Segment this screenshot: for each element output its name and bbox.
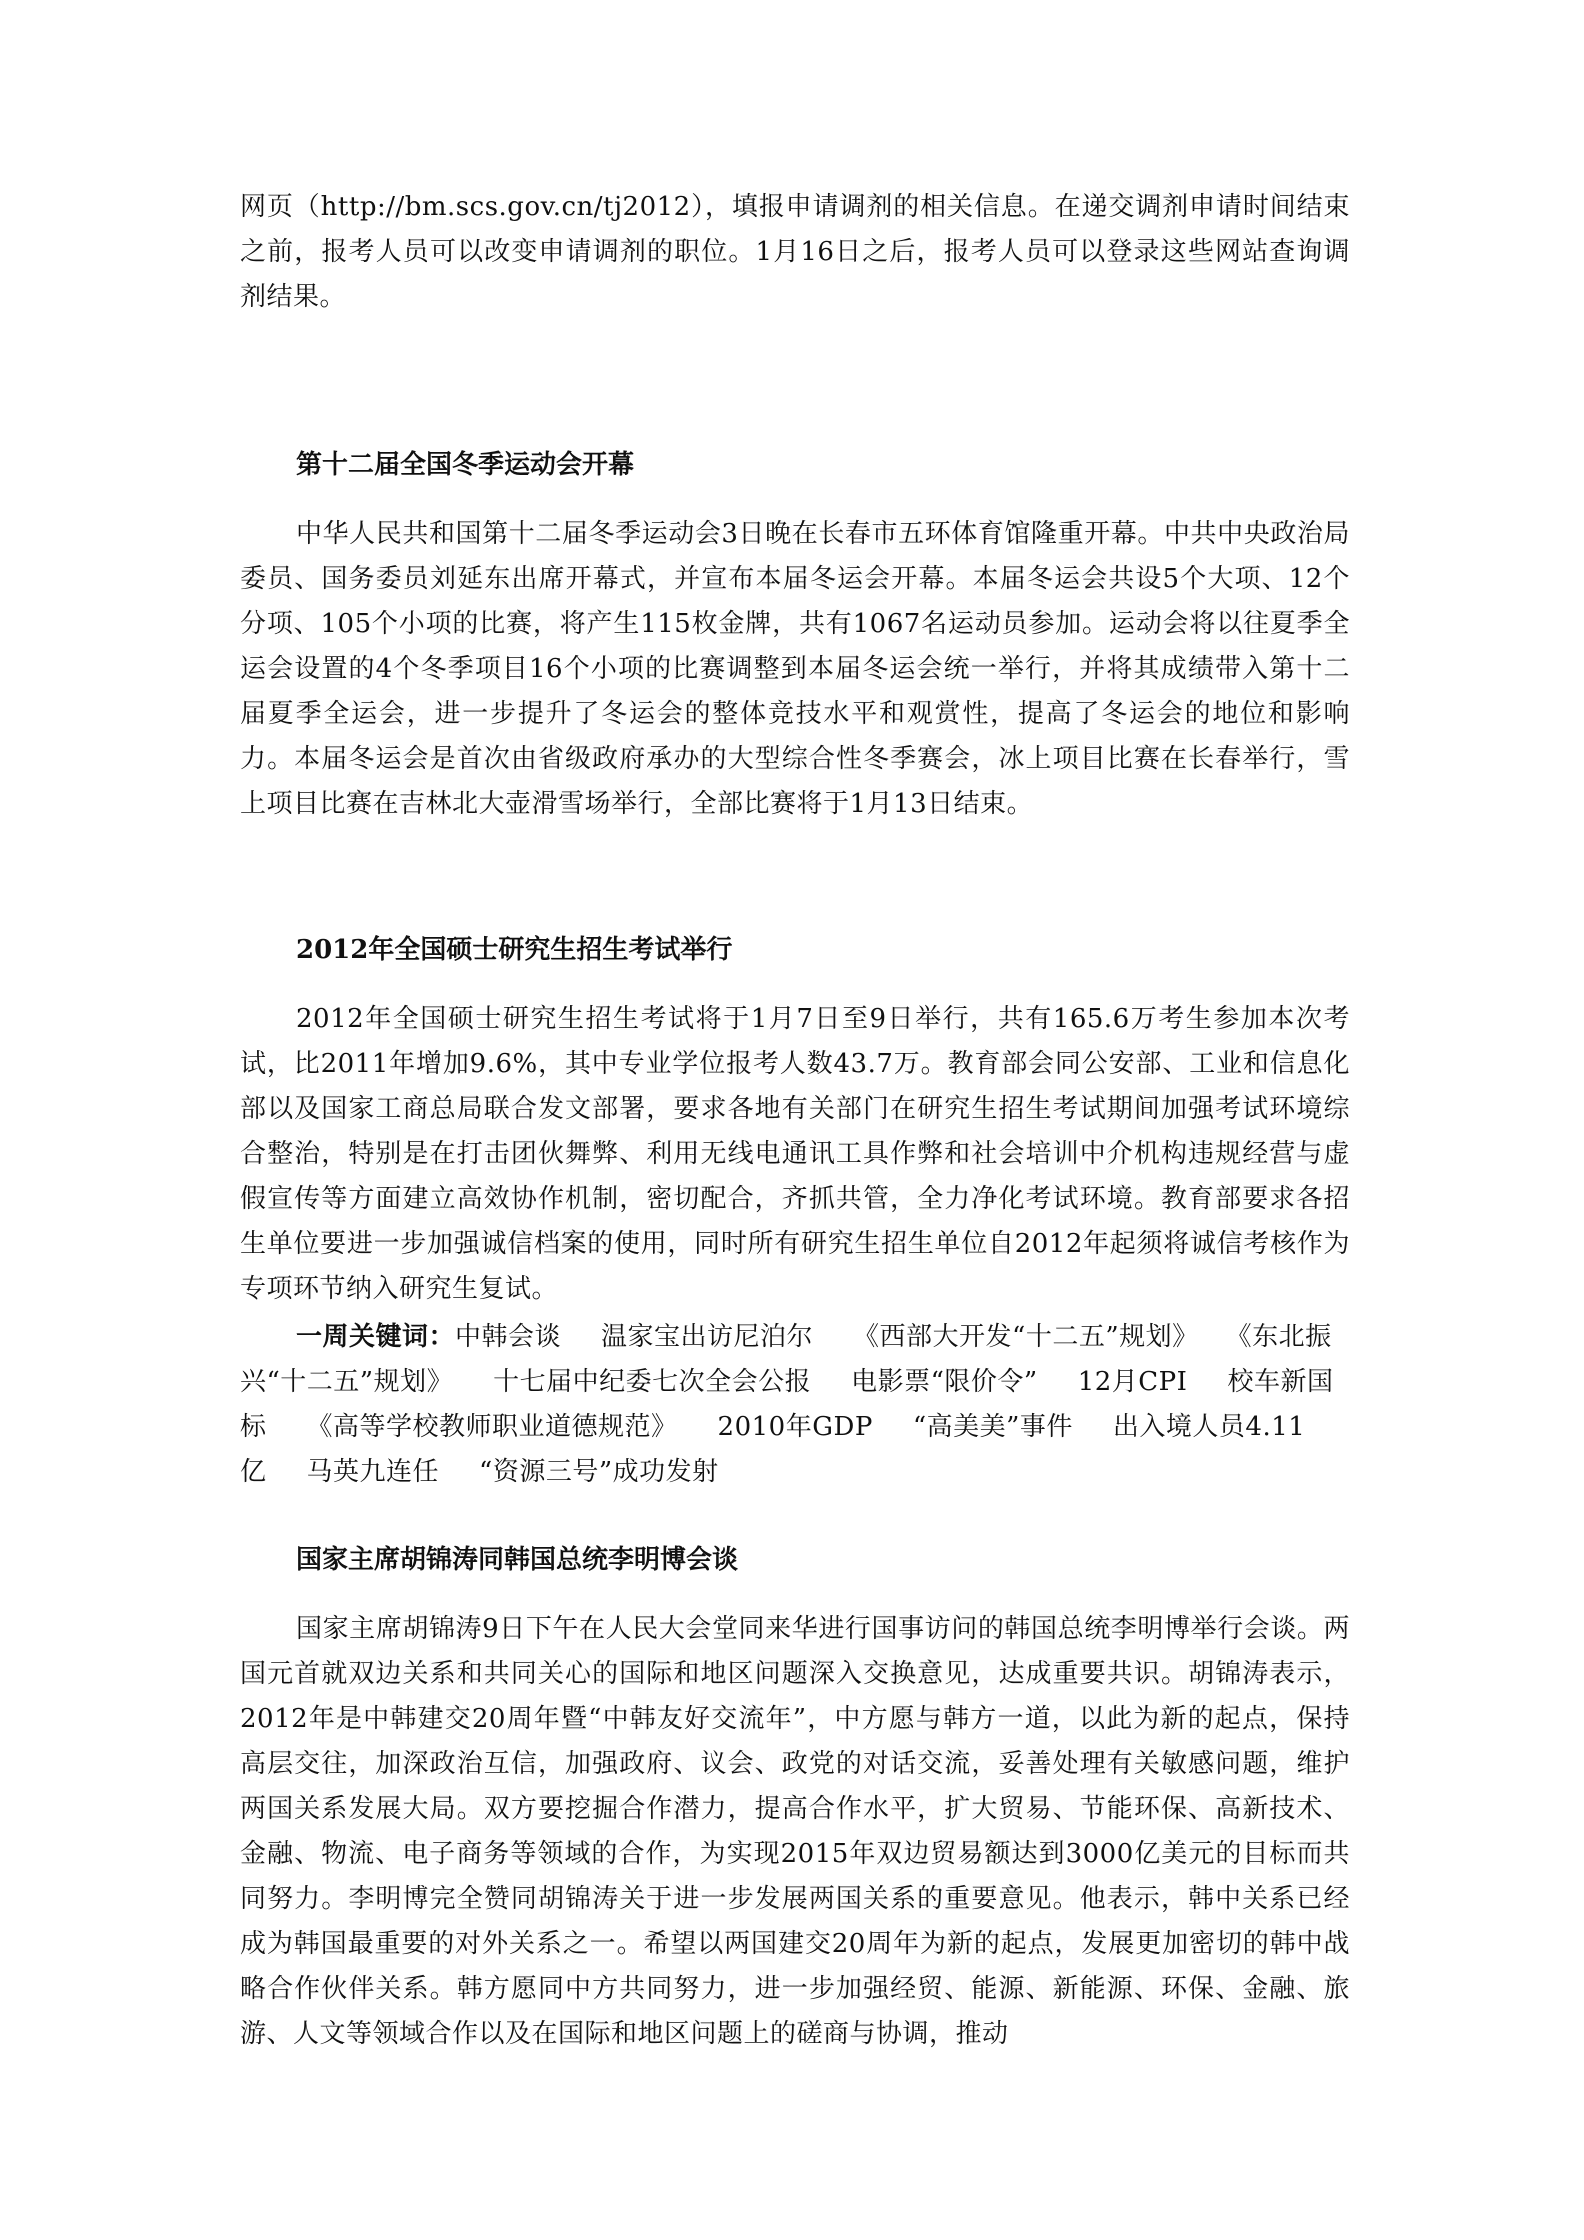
keyword-item: 马英九连任 (306, 1457, 440, 1487)
section-title-graduate-exam: 2012年全国硕士研究生招生考试举行 (296, 935, 733, 965)
weekly-keywords (240, 1315, 1350, 1495)
keyword-item: “资源三号”成功发射 (479, 1457, 719, 1487)
section-body-winter-games: 中华人民共和国第十二届冬季运动会3日晚在长春市五环体育馆隆重开幕。中共中央政治局委员、国务委员刘延东出席开幕式，并宣布本届冬运会开幕。本届冬运会共设5个大项、12个分项、105个小项的比赛，将产生115枚金牌，共有1067名运动员参加。运动会将以往夏季全运会设置的4个冬季项目16个小项的比赛调整到本届冬运会统一举行，并将其成绩带入第十二届夏季全运会，进一步提升了冬运会的整体竞技水平和观赏性，提高了冬运会的地位和影响力。本届冬运会是首次由省级政府承办的大型综合性冬季赛会，冰上项目比赛在长春举行，雪上项目比赛在吉林北大壶滑雪场举行，全部比赛将于1月13日结束。 (240, 519, 1350, 819)
section-title-winter-games: 第十二届全国冬季运动会开幕 (296, 450, 635, 480)
keyword-item: 《西部大开发“十二五”规划》 (853, 1322, 1199, 1352)
keyword-item: 出入境人员4.11亿 (240, 1412, 1306, 1487)
keyword-item: 温家宝出访尼泊尔 (601, 1322, 814, 1352)
section-body-china-korea-talks: 国家主席胡锦涛9日下午在人民大会堂同来华进行国事访问的韩国总统李明博举行会谈。两国元首就双边关系和共同关心的国际和地区问题深入交换意见，达成重要共识。胡锦涛表示，2012年是中韩建交20周年暨“中韩友好交流年”，中方愿与韩方一道，以此为新的起点，保持高层交往，加深政治互信，加强政府、议会、政党的对话交流，妥善处理有关敏感问题，维护两国关系发展大局。双方要挖掘合作潜力，提高合作水平，扩大贸易、节能环保、高新技术、金融、物流、电子商务等领域的合作，为实现2015年双边贸易额达到3000亿美元的目标而共同努力。李明博完全赞同胡锦涛关于进一步发展两国关系的重要意见。他表示，韩中关系已经成为韩国最重要的对外关系之一。希望以两国建交20周年为新的起点，发展更加密切的韩中战略合作伙伴关系。韩方愿同中方共同努力，进一步加强经贸、能源、新能源、环保、金融、旅游、人文等领域合作以及在国际和地区问题上的磋商与协调，推动 (240, 1614, 1350, 2049)
keyword-item: 2010年GDP (717, 1412, 873, 1442)
section-title-china-korea-talks: 国家主席胡锦涛同韩国总统李明博会谈 (296, 1545, 739, 1575)
keyword-item: 中韩会谈 (455, 1322, 562, 1352)
keyword-item: 十七届中纪委七次全会公报 (493, 1367, 812, 1397)
intro-paragraph: 网页（http://bm.scs.gov.cn/tj2012），填报申请调剂的相关信息。在递交调剂申请时间结束之前，报考人员可以改变申请调剂的职位。1月16日之后，报考人员可以登录这些网站查询调剂结果。 (240, 192, 1350, 312)
keyword-item: 《高等学校教师职业道德规范》 (306, 1412, 678, 1442)
section-body-graduate-exam: 2012年全国硕士研究生招生考试将于1月7日至9日举行，共有165.6万考生参加本次考试，比2011年增加9.6%，其中专业学位报考人数43.7万。教育部会同公安部、工业和信息化部以及国家工商总局联合发文部署，要求各地有关部门在研究生招生考试期间加强考试环境综合整治，特别是在打击团伙舞弊、利用无线电通讯工具作弊和社会培训中介机构违规经营与虚假宣传等方面建立高效协作机制，密切配合，齐抓共管，全力净化考试环境。教育部要求各招生单位要进一步加强诚信档案的使用，同时所有研究生招生单位自2012年起须将诚信考核作为专项环节纳入研究生复试。 (240, 1004, 1350, 1304)
keyword-item: 12月CPI (1077, 1367, 1188, 1397)
keyword-item: 电影票“限价令” (851, 1367, 1038, 1397)
keyword-item: 校车新国标 (240, 1367, 1334, 1442)
keywords-label: 一周关键词： (296, 1322, 456, 1352)
keyword-item: “高美美”事件 (912, 1412, 1073, 1442)
keyword-item: 《东北振兴“十二五”规划》 (240, 1322, 1332, 1397)
